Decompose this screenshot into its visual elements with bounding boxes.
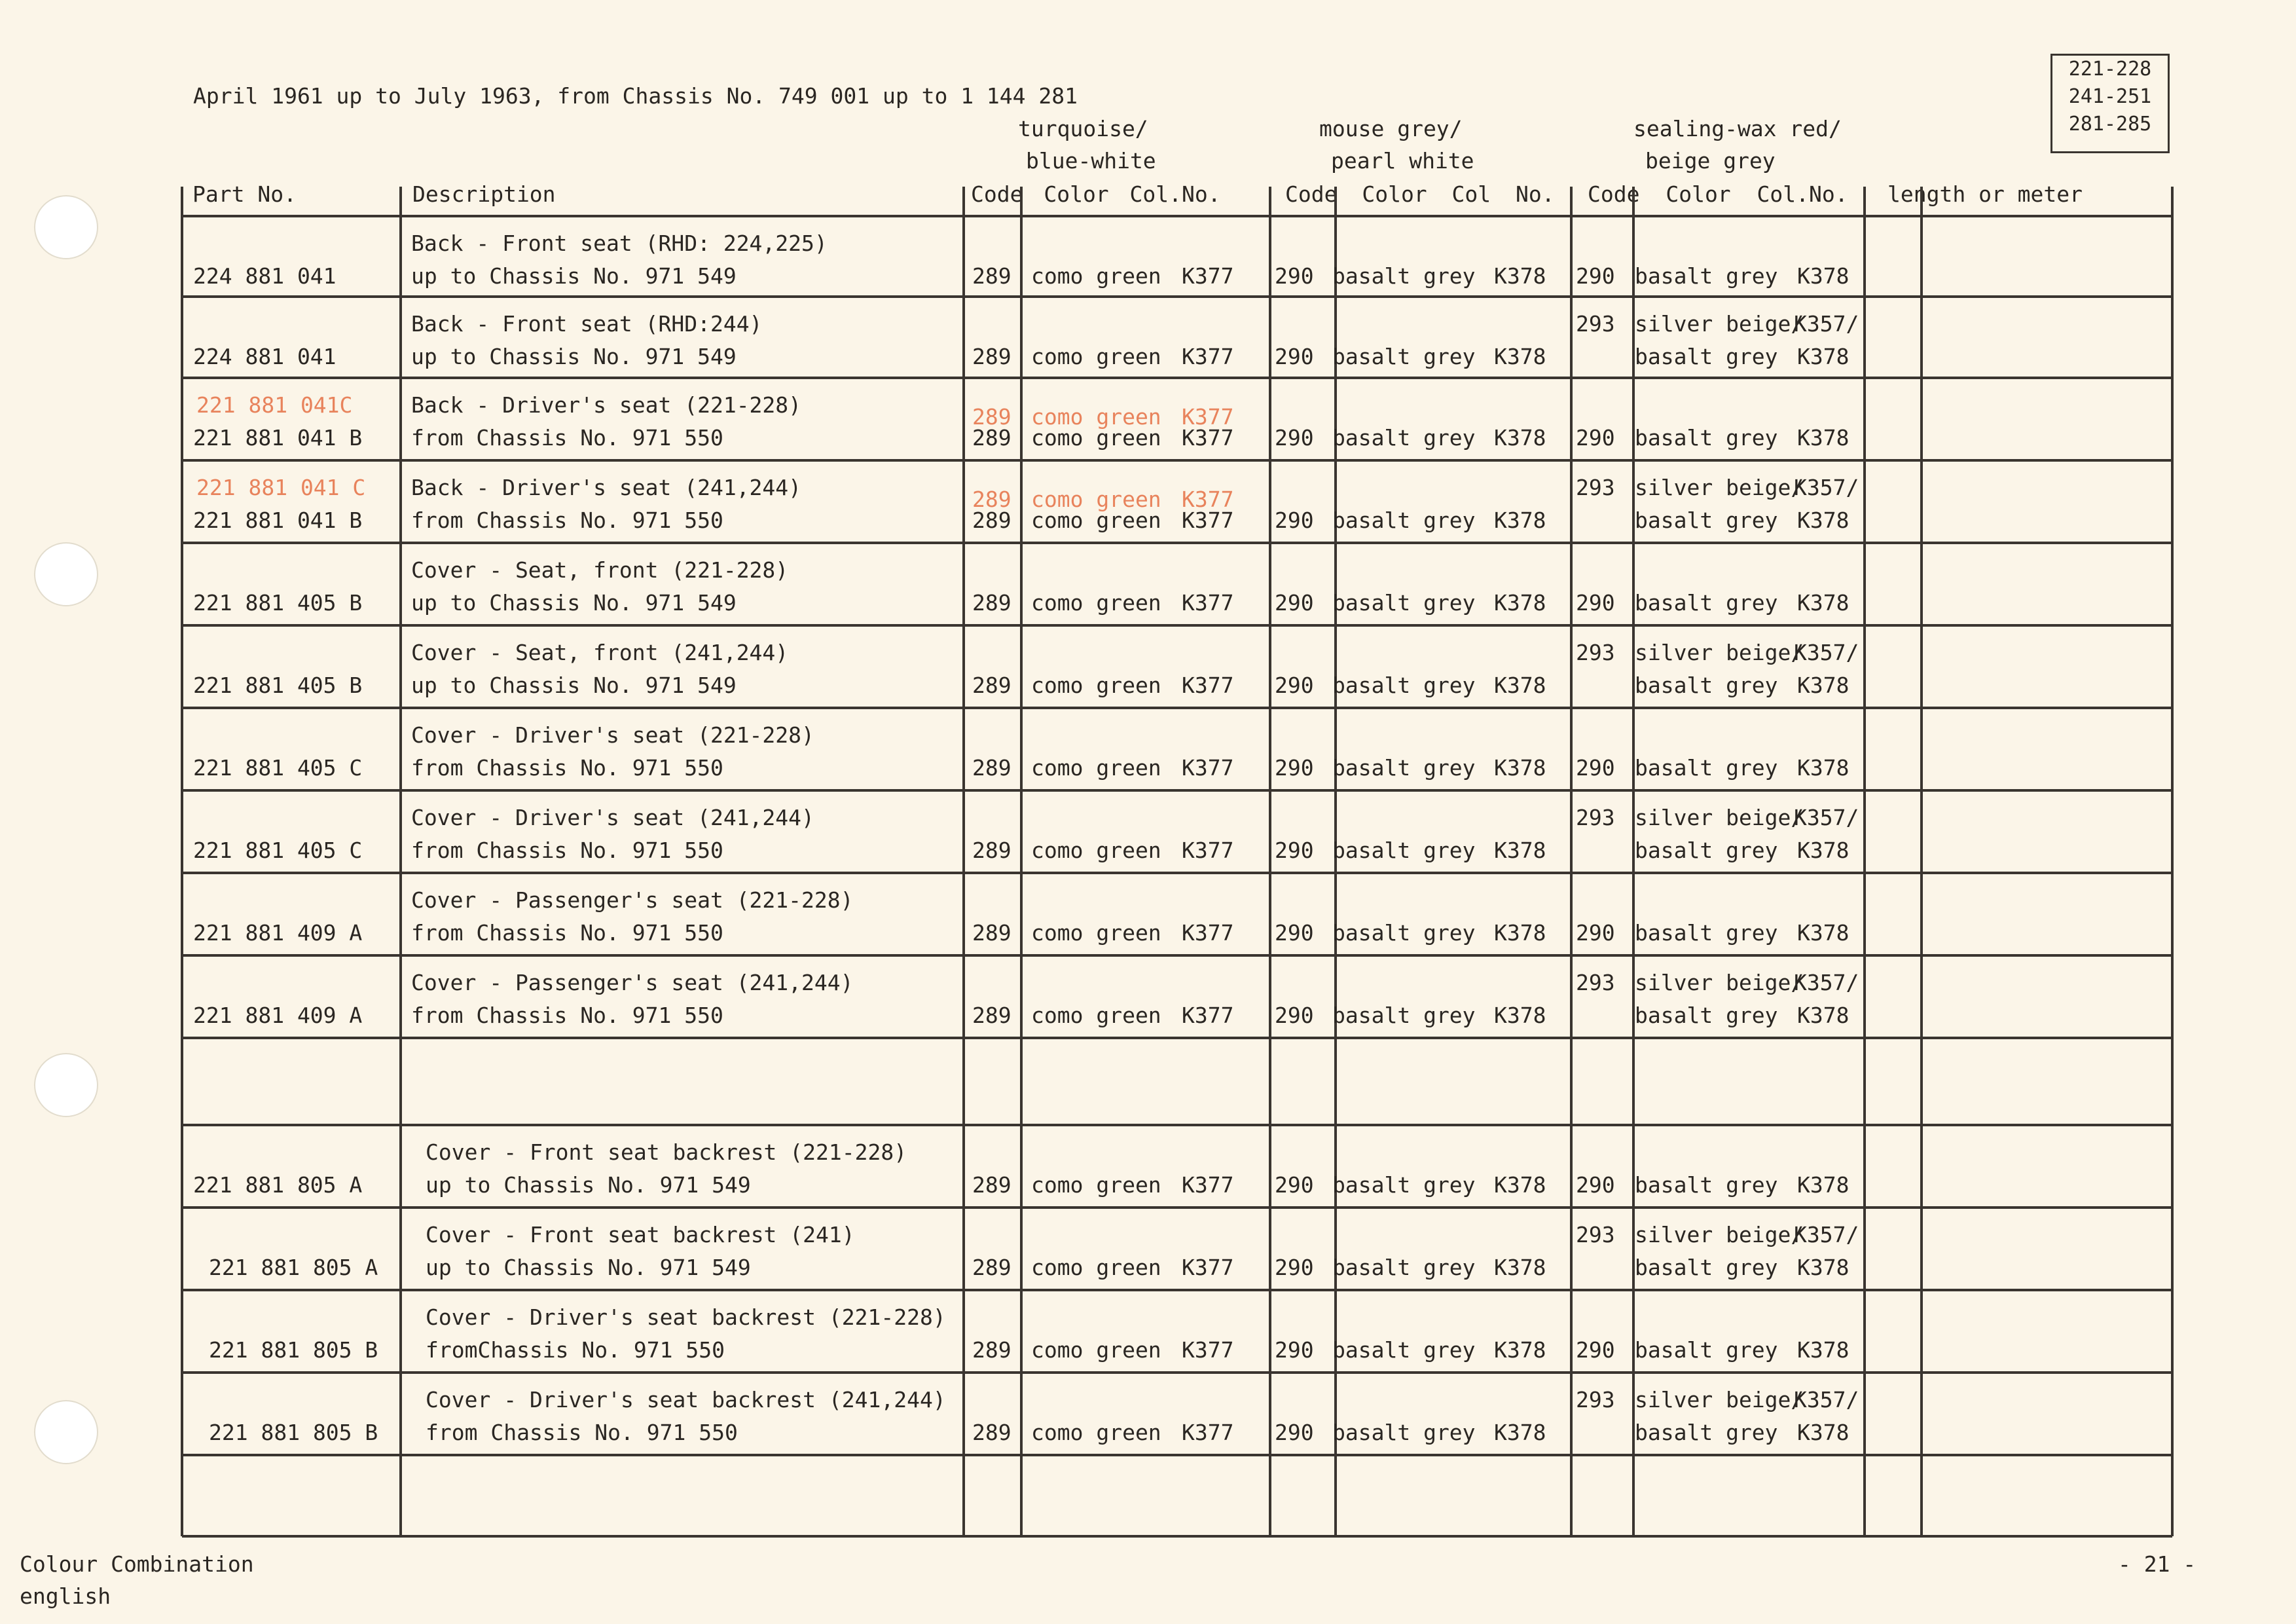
group-1-title: turquoise/ <box>1018 116 1148 141</box>
model-range: 281-285 <box>2068 113 2152 136</box>
part-number: 221 881 041 B <box>193 425 363 451</box>
sealing-wax-code: 290 <box>1576 920 1615 946</box>
sealing-wax-colno: K357/ <box>1794 970 1859 995</box>
part-number: 221 881 409 A <box>193 1003 363 1028</box>
sealing-wax-color: silver beige/ <box>1635 1222 1804 1247</box>
sealing-wax-color: basalt grey <box>1635 755 1778 781</box>
sealing-wax-color: silver beige/ <box>1635 970 1804 995</box>
description-line-1: Cover - Passenger's seat (241,244) <box>411 970 854 995</box>
mouse-grey-color: basalt grey <box>1332 1172 1476 1198</box>
sealing-wax-color-2: basalt grey <box>1635 1003 1778 1028</box>
turquoise-color-superseded: como green <box>1031 404 1161 430</box>
sealing-wax-code: 290 <box>1576 755 1615 781</box>
part-number: 221 881 409 A <box>193 920 363 946</box>
group-3-subtitle: beige grey <box>1645 148 1776 174</box>
sealing-wax-colno: K378 <box>1797 755 1850 781</box>
sealing-wax-color: basalt grey <box>1635 1337 1778 1363</box>
turquoise-code: 289 <box>972 1337 1011 1363</box>
footer-title: Colour Combination <box>20 1551 254 1577</box>
mouse-grey-code: 290 <box>1275 838 1314 863</box>
mouse-grey-colno: K378 <box>1494 1420 1546 1445</box>
mouse-grey-code: 290 <box>1275 1420 1314 1445</box>
turquoise-color: como green <box>1031 1255 1161 1280</box>
description-line-1: Cover - Seat, front (221-228) <box>411 557 789 583</box>
turquoise-colno: K377 <box>1182 838 1234 863</box>
mouse-grey-color: basalt grey <box>1332 425 1476 451</box>
turquoise-colno: K377 <box>1182 263 1234 289</box>
turquoise-colno: K377 <box>1182 1337 1234 1363</box>
group-3-title: sealing-wax red/ <box>1633 116 1842 141</box>
turquoise-colno-superseded: K377 <box>1182 404 1234 430</box>
sealing-wax-colno-2: K378 <box>1797 507 1850 533</box>
model-range: 221-228 <box>2068 58 2152 81</box>
footer-language: english <box>20 1583 111 1609</box>
turquoise-code: 289 <box>972 344 1011 369</box>
mouse-grey-color: basalt grey <box>1332 1420 1476 1445</box>
sealing-wax-color-2: basalt grey <box>1635 344 1778 369</box>
part-number-superseded: 221 881 041C <box>196 392 353 418</box>
turquoise-colno: K377 <box>1182 920 1234 946</box>
sealing-wax-color: basalt grey <box>1635 425 1778 451</box>
description-line-1: Cover - Front seat backrest (241) <box>426 1222 855 1247</box>
sealing-wax-colno: K357/ <box>1794 475 1859 500</box>
turquoise-colno-superseded: K377 <box>1182 487 1234 512</box>
turquoise-code: 289 <box>972 1255 1011 1280</box>
description-line-2: up to Chassis No. 971 549 <box>411 673 737 698</box>
sealing-wax-code: 293 <box>1576 311 1615 337</box>
description-line-2: fromChassis No. 971 550 <box>426 1337 725 1363</box>
turquoise-code: 289 <box>972 1172 1011 1198</box>
mouse-grey-code: 290 <box>1275 673 1314 698</box>
sealing-wax-colno-2: K378 <box>1797 838 1850 863</box>
turquoise-color: como green <box>1031 507 1161 533</box>
sealing-wax-colno: K357/ <box>1794 805 1859 830</box>
sealing-wax-color: basalt grey <box>1635 1172 1778 1198</box>
turquoise-color: como green <box>1031 1337 1161 1363</box>
turquoise-color: como green <box>1031 263 1161 289</box>
mouse-grey-color: basalt grey <box>1332 838 1476 863</box>
turquoise-color: como green <box>1031 755 1161 781</box>
description-line-1: Cover - Driver's seat backrest (221-228) <box>426 1304 946 1330</box>
turquoise-color: como green <box>1031 673 1161 698</box>
turquoise-color-superseded: como green <box>1031 487 1161 512</box>
sealing-wax-color: basalt grey <box>1635 590 1778 616</box>
turquoise-code: 289 <box>972 590 1011 616</box>
col-header-part-no: Part No. <box>192 181 297 207</box>
turquoise-colno: K377 <box>1182 344 1234 369</box>
turquoise-colno: K377 <box>1182 1420 1234 1445</box>
sealing-wax-colno: K378 <box>1797 590 1850 616</box>
part-number: 221 881 805 B <box>209 1337 378 1363</box>
description-line-1: Back - Front seat (RHD: 224,225) <box>411 231 828 256</box>
description-line-1: Cover - Driver's seat backrest (241,244) <box>426 1387 946 1412</box>
description-line-2: from Chassis No. 971 550 <box>411 920 723 946</box>
sealing-wax-color: silver beige/ <box>1635 805 1804 830</box>
mouse-grey-color: basalt grey <box>1332 1337 1476 1363</box>
description-line-2: up to Chassis No. 971 549 <box>426 1255 751 1280</box>
mouse-grey-color: basalt grey <box>1332 920 1476 946</box>
sealing-wax-color-2: basalt grey <box>1635 838 1778 863</box>
mouse-grey-colno: K378 <box>1494 263 1546 289</box>
description-line-2: from Chassis No. 971 550 <box>411 1003 723 1028</box>
turquoise-colno: K377 <box>1182 425 1234 451</box>
mouse-grey-color: basalt grey <box>1332 263 1476 289</box>
sealing-wax-colno: K378 <box>1797 425 1850 451</box>
mouse-grey-colno: K378 <box>1494 507 1546 533</box>
part-number: 221 881 805 B <box>209 1420 378 1445</box>
mouse-grey-code: 290 <box>1275 344 1314 369</box>
description-line-2: up to Chassis No. 971 549 <box>411 263 737 289</box>
description-line-2: from Chassis No. 971 550 <box>411 507 723 533</box>
part-number: 221 881 805 A <box>209 1255 378 1280</box>
sealing-wax-colno: K357/ <box>1794 1387 1859 1412</box>
sealing-wax-colno: K378 <box>1797 920 1850 946</box>
part-number: 224 881 041 <box>193 263 337 289</box>
sealing-wax-colno: K378 <box>1797 1337 1850 1363</box>
sealing-wax-colno: K357/ <box>1794 1222 1859 1247</box>
sealing-wax-code: 290 <box>1576 263 1615 289</box>
turquoise-color: como green <box>1031 1420 1161 1445</box>
description-line-1: Back - Driver's seat (221-228) <box>411 392 802 418</box>
turquoise-code-superseded: 289 <box>972 487 1011 512</box>
sealing-wax-code: 290 <box>1576 1337 1615 1363</box>
turquoise-color: como green <box>1031 344 1161 369</box>
description-line-2: up to Chassis No. 971 549 <box>411 344 737 369</box>
mouse-grey-colno: K378 <box>1494 425 1546 451</box>
mouse-grey-color: basalt grey <box>1332 755 1476 781</box>
mouse-grey-code: 290 <box>1275 263 1314 289</box>
part-number: 221 881 405 B <box>193 673 363 698</box>
turquoise-colno: K377 <box>1182 507 1234 533</box>
col-header-length: length or meter <box>1887 181 2083 207</box>
sealing-wax-code: 293 <box>1576 475 1615 500</box>
turquoise-code: 289 <box>972 755 1011 781</box>
mouse-grey-colno: K378 <box>1494 673 1546 698</box>
part-number: 221 881 405 C <box>193 838 363 863</box>
mouse-grey-code: 290 <box>1275 1337 1314 1363</box>
turquoise-colno: K377 <box>1182 1255 1234 1280</box>
col-header-description: Description <box>412 181 556 207</box>
sealing-wax-colno-2: K378 <box>1797 1255 1850 1280</box>
sealing-wax-color-2: basalt grey <box>1635 507 1778 533</box>
sealing-wax-code: 293 <box>1576 1387 1615 1412</box>
turquoise-colno: K377 <box>1182 590 1234 616</box>
turquoise-color: como green <box>1031 1172 1161 1198</box>
description-line-1: Cover - Passenger's seat (221-228) <box>411 887 854 913</box>
sealing-wax-code: 293 <box>1576 970 1615 995</box>
part-number: 221 881 041 B <box>193 507 363 533</box>
mouse-grey-color: basalt grey <box>1332 673 1476 698</box>
part-number: 221 881 805 A <box>193 1172 363 1198</box>
mouse-grey-color: basalt grey <box>1332 1255 1476 1280</box>
mouse-grey-color: basalt grey <box>1332 1003 1476 1028</box>
turquoise-code: 289 <box>972 920 1011 946</box>
turquoise-code: 289 <box>972 838 1011 863</box>
mouse-grey-colno: K378 <box>1494 1172 1546 1198</box>
date-range-title: April 1961 up to July 1963, from Chassis No. 749 001 up to 1 144 281 <box>193 83 1078 109</box>
mouse-grey-colno: K378 <box>1494 344 1546 369</box>
sealing-wax-color-2: basalt grey <box>1635 1420 1778 1445</box>
description-line-2: up to Chassis No. 971 549 <box>426 1172 751 1198</box>
col-header-group-1: Code Color Col.No. <box>971 181 1221 207</box>
mouse-grey-colno: K378 <box>1494 1255 1546 1280</box>
col-header-group-2: Code Color Col No. <box>1285 181 1555 207</box>
turquoise-colno: K377 <box>1182 755 1234 781</box>
description-line-2: from Chassis No. 971 550 <box>411 755 723 781</box>
sealing-wax-color: basalt grey <box>1635 920 1778 946</box>
sealing-wax-color: silver beige/ <box>1635 640 1804 665</box>
turquoise-colno: K377 <box>1182 1172 1234 1198</box>
turquoise-colno: K377 <box>1182 673 1234 698</box>
mouse-grey-color: basalt grey <box>1332 590 1476 616</box>
mouse-grey-colno: K378 <box>1494 920 1546 946</box>
page-number: - 21 - <box>2118 1551 2196 1577</box>
mouse-grey-colno: K378 <box>1494 590 1546 616</box>
turquoise-code: 289 <box>972 1420 1011 1445</box>
mouse-grey-code: 290 <box>1275 1003 1314 1028</box>
col-header-group-3: Code Color Col.No. <box>1588 181 1848 207</box>
sealing-wax-colno-2: K378 <box>1797 1003 1850 1028</box>
sealing-wax-code: 293 <box>1576 1222 1615 1247</box>
mouse-grey-code: 290 <box>1275 507 1314 533</box>
sealing-wax-code: 290 <box>1576 590 1615 616</box>
model-range: 241-251 <box>2068 85 2152 108</box>
turquoise-color: como green <box>1031 425 1161 451</box>
group-1-subtitle: blue-white <box>1026 148 1156 174</box>
turquoise-colno: K377 <box>1182 1003 1234 1028</box>
turquoise-color: como green <box>1031 838 1161 863</box>
description-line-2: from Chassis No. 971 550 <box>411 425 723 451</box>
sealing-wax-color: silver beige/ <box>1635 311 1804 337</box>
description-line-2: up to Chassis No. 971 549 <box>411 590 737 616</box>
mouse-grey-colno: K378 <box>1494 755 1546 781</box>
sealing-wax-color-2: basalt grey <box>1635 673 1778 698</box>
mouse-grey-colno: K378 <box>1494 1337 1546 1363</box>
turquoise-color: como green <box>1031 590 1161 616</box>
mouse-grey-color: basalt grey <box>1332 344 1476 369</box>
turquoise-color: como green <box>1031 1003 1161 1028</box>
mouse-grey-colno: K378 <box>1494 1003 1546 1028</box>
turquoise-code-superseded: 289 <box>972 404 1011 430</box>
sealing-wax-color: silver beige/ <box>1635 475 1804 500</box>
part-number: 221 881 405 B <box>193 590 363 616</box>
mouse-grey-color: basalt grey <box>1332 507 1476 533</box>
sealing-wax-colno: K378 <box>1797 263 1850 289</box>
sealing-wax-color: basalt grey <box>1635 263 1778 289</box>
group-2-subtitle: pearl white <box>1331 148 1474 174</box>
sealing-wax-color: silver beige/ <box>1635 1387 1804 1412</box>
turquoise-code: 289 <box>972 263 1011 289</box>
description-line-1: Cover - Driver's seat (241,244) <box>411 805 814 830</box>
turquoise-code: 289 <box>972 425 1011 451</box>
description-line-1: Back - Front seat (RHD:244) <box>411 311 763 337</box>
turquoise-code: 289 <box>972 673 1011 698</box>
description-line-2: from Chassis No. 971 550 <box>411 838 723 863</box>
turquoise-color: como green <box>1031 920 1161 946</box>
part-number: 221 881 405 C <box>193 755 363 781</box>
mouse-grey-code: 290 <box>1275 920 1314 946</box>
mouse-grey-code: 290 <box>1275 1172 1314 1198</box>
mouse-grey-code: 290 <box>1275 755 1314 781</box>
description-line-1: Cover - Front seat backrest (221-228) <box>426 1139 907 1165</box>
description-line-1: Cover - Driver's seat (221-228) <box>411 722 814 748</box>
group-2-title: mouse grey/ <box>1319 116 1463 141</box>
sealing-wax-colno: K378 <box>1797 1172 1850 1198</box>
sealing-wax-color-2: basalt grey <box>1635 1255 1778 1280</box>
sealing-wax-code: 290 <box>1576 1172 1615 1198</box>
mouse-grey-code: 290 <box>1275 425 1314 451</box>
sealing-wax-colno-2: K378 <box>1797 673 1850 698</box>
description-line-2: from Chassis No. 971 550 <box>426 1420 738 1445</box>
sealing-wax-colno: K357/ <box>1794 311 1859 337</box>
turquoise-code: 289 <box>972 1003 1011 1028</box>
description-line-1: Cover - Seat, front (241,244) <box>411 640 789 665</box>
turquoise-code: 289 <box>972 507 1011 533</box>
sealing-wax-code: 293 <box>1576 640 1615 665</box>
part-number-superseded: 221 881 041 C <box>196 475 366 500</box>
part-number: 224 881 041 <box>193 344 337 369</box>
mouse-grey-colno: K378 <box>1494 838 1546 863</box>
sealing-wax-colno-2: K378 <box>1797 344 1850 369</box>
sealing-wax-code: 290 <box>1576 425 1615 451</box>
mouse-grey-code: 290 <box>1275 1255 1314 1280</box>
mouse-grey-code: 290 <box>1275 590 1314 616</box>
description-line-1: Back - Driver's seat (241,244) <box>411 475 802 500</box>
sealing-wax-colno-2: K378 <box>1797 1420 1850 1445</box>
sealing-wax-colno: K357/ <box>1794 640 1859 665</box>
sealing-wax-code: 293 <box>1576 805 1615 830</box>
